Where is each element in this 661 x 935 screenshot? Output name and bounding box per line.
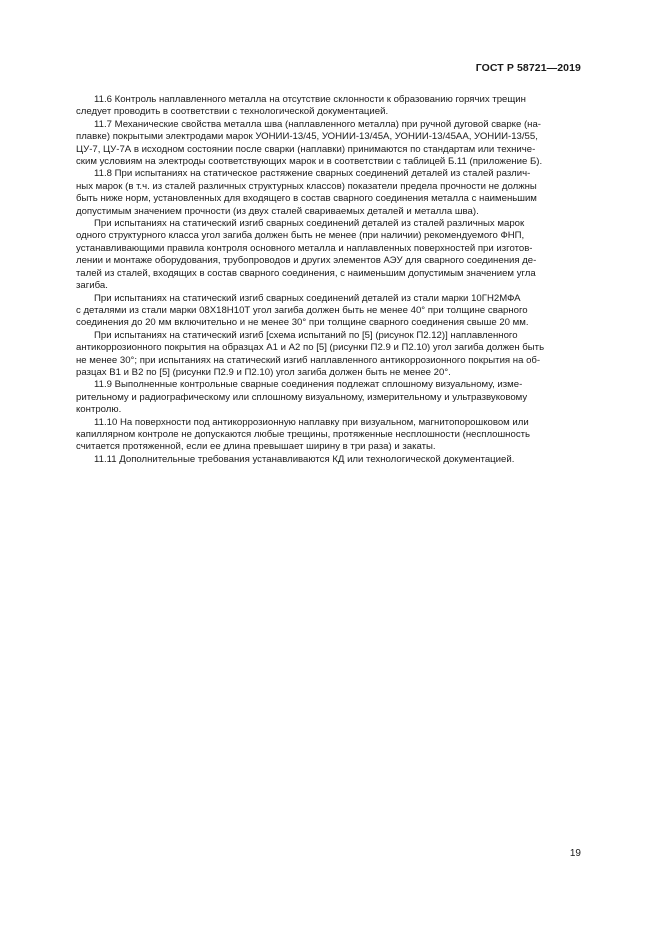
document-body: [76, 94, 584, 466]
paragraph-11-6: 11.6 Контроль наплавленного металла на отсутствие склонности к образованию горячих трещин следует проводить в соответствии с технологической документацией.: [76, 94, 526, 118]
paragraph-11-10: 11.10 На поверхности под антикоррозионную наплавку при визуальном, магнитопорошковом или капиллярном контроле не допускаются любые трещины, протяженные несплошности (несплошность считается протяженной, если ее длина превышает ширину в три раза) и закаты.: [76, 416, 531, 453]
paragraph-11-9: 11.9 Выполненные контрольные сварные соединения подлежат сплошному визуальному, изме- рительному и радиографическому или сплошному визуальному, измерительному и ультразвуковому контролю.: [76, 379, 528, 416]
document-header: ГОСТ Р 58721—2019: [475, 62, 581, 74]
paragraph-11-7: 11.7 Механические свойства металла шва (наплавленного металла) при ручной дуговой сварке (на- плавке) покрытыми электродами марок УОНИИ-13/45, УОНИИ-13/45А, УОНИИ-13/45АА, УОНИИ-13/55, ЦУ-7, ЦУ-7А в исходном состоянии после сварки (наплавки) принимаются по стандартам или техниче- ским условиям на электроды соответствующих марок и в соответствии с таблицей Б.11 (приложение Б).: [76, 118, 543, 168]
paragraph-bend-test-different-grades: При испытаниях на статический изгиб сварных соединений деталей из сталей различных марок одного структурного класса угол загиба должен быть не менее (при наличии) рекомендуемого ФНП, устанавливающими правила контроля основного металла и наплавленных поверхностей при изготов- лении и монтаже оборудования, трубопроводов и других элементов АЭУ для сварного соединения де- талей из сталей, входящих в состав сварного соединения, с наименьшим допустимым значением угла загиба.: [76, 218, 537, 292]
paragraph-bend-test-cladding: При испытаниях на статический изгиб [схема испытаний по [5] (рисунок П2.12)] наплавленного антикоррозионного покрытия на образцах А1 и А2 по [5] (рисунки П2.9 и П2.10) угол загиба должен быть не менее 30°; при испытаниях на статический изгиб наплавленного антикоррозионного покрытия на об- разцах В1 и В2 по [5] (рисунки П2.9 и П2.10) угол загиба должен быть не менее 20°.: [76, 329, 545, 378]
paragraph-11-8: 11.8 При испытаниях на статическое растяжение сварных соединений деталей из сталей различ- ных марок (в т.ч. из сталей различных структурных классов) показатели предела прочности не должны быть ниже норм, установленных для входящего в состав сварного соединения металла с наименьшим допустимым значением прочности (из двух сталей свариваемых деталей и металла шва).: [76, 168, 537, 217]
paragraph-bend-test-10gn2mfa: При испытаниях на статический изгиб сварных соединений деталей из стали марки 10ГН2МФА с деталями из стали марки 08Х18Н10Т угол загиба должен быть не менее 40° при толщине сварного соединения до 20 мм включительно и не менее 30° при толщине сварного соединения свыше 20 мм.: [76, 292, 529, 329]
paragraph-11-11: 11.11 Дополнительные требования устанавливаются КД или технологической документацией.: [94, 453, 515, 465]
page-number: 19: [569, 848, 581, 859]
